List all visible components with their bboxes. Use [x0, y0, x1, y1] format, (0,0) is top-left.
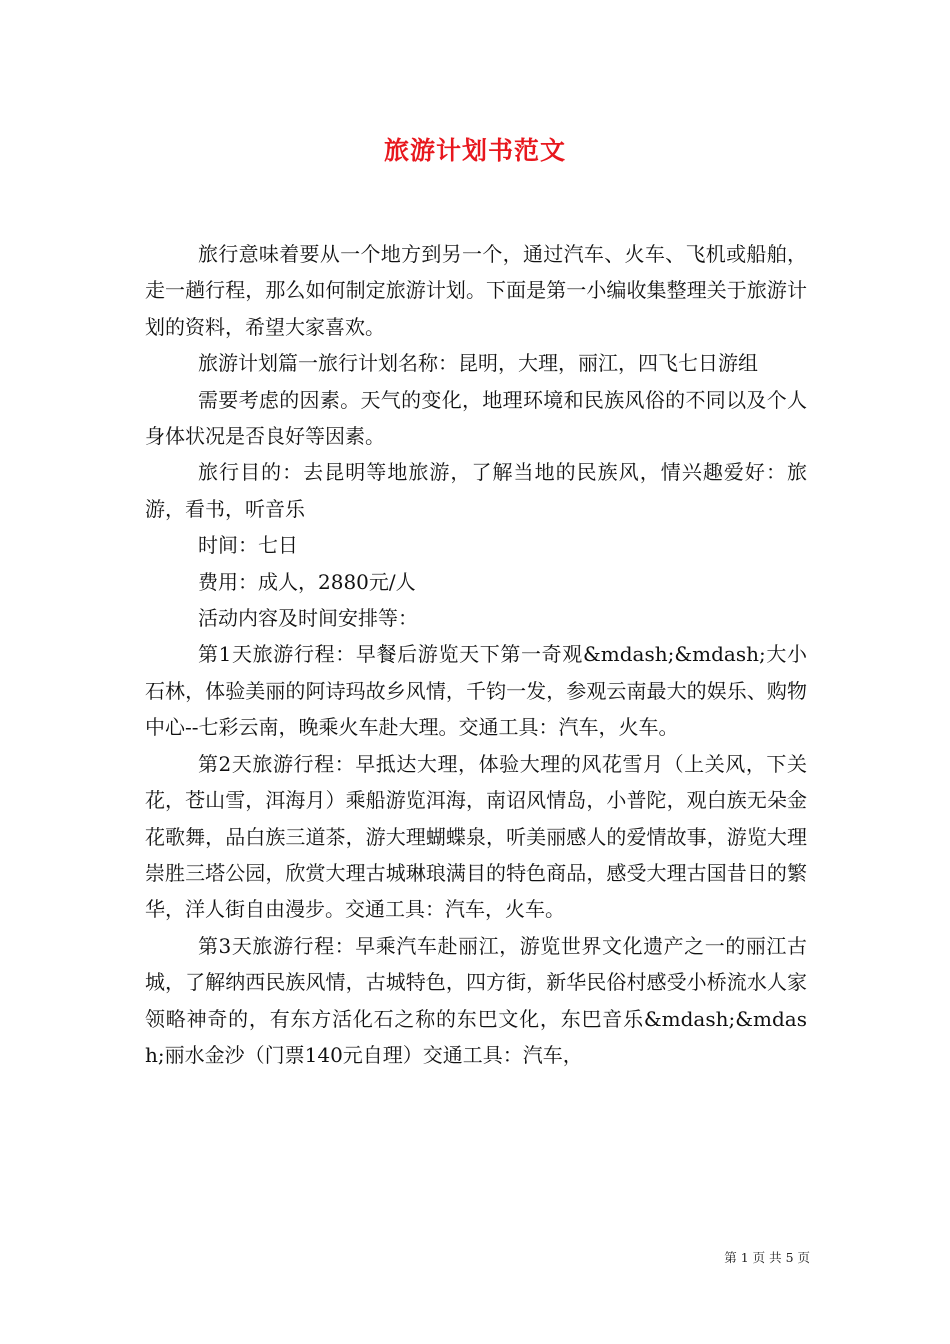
paragraph-purpose: 旅行目的：去昆明等地旅游，了解当地的民族风，情兴趣爱好：旅游，看书，听音乐 — [145, 460, 807, 521]
paragraph-cost: 费用：成人，2880元/人 — [198, 569, 416, 594]
paragraph-time: 时间：七日 — [198, 533, 298, 558]
page-number-footer: 第 1 页 共 5 页 — [724, 1250, 810, 1265]
document-body — [145, 236, 807, 1073]
paragraph-plan-name: 旅游计划篇一旅行计划名称：昆明，大理，丽江，四飞七日游组 — [198, 351, 758, 376]
paragraph-day-2: 第2天旅游行程：早抵达大理，体验大理的风花雪月（上关风，下关花，苍山雪，洱海月）乘船游览洱海，南诏风情岛，小普陀，观白族无朵金花歌舞，品白族三道茶，游大理蝴蝶泉，听美丽感人的爱情故事，游览大理崇胜三塔公园，欣赏大理古城琳琅满目的特色商品，感受大理古国昔日的繁华，洋人街自由漫步。交通工具：汽车，火车。 — [145, 751, 807, 922]
paragraph-schedule-heading: 活动内容及时间安排等： — [198, 606, 418, 631]
paragraph-factors: 需要考虑的因素。天气的变化，地理环境和民族风俗的不同以及个人身体状况是否良好等因素。 — [145, 387, 807, 449]
document-title: 旅游计划书范文 — [383, 136, 566, 165]
paragraph-day-1: 第1天旅游行程：早餐后游览天下第一奇观&mdash;&mdash;大小石林，体验美丽的阿诗玛故乡风情，千钧一发，参观云南最大的娱乐、购物中心--七彩云南，晚乘火车赴大理。交通工具：汽车，火车。 — [145, 642, 807, 740]
paragraph-intro: 旅行意味着要从一个地方到另一个，通过汽车、火车、飞机或船舶，走一趟行程，那么如何制定旅游计划。下面是第一小编收集整理关于旅游计划的资料，希望大家喜欢。 — [145, 242, 807, 339]
paragraph-day-3: 第3天旅游行程：早乘汽车赴丽江，游览世界文化遗产之一的丽江古城，了解纳西民族风情，古城特色，四方街，新华民俗村感受小桥流水人家领略神奇的，有东方活化石之称的东巴文化，东巴音乐&mdash;&mdash;丽水金沙（门票140元自理）交通工具：汽车， — [145, 933, 807, 1067]
